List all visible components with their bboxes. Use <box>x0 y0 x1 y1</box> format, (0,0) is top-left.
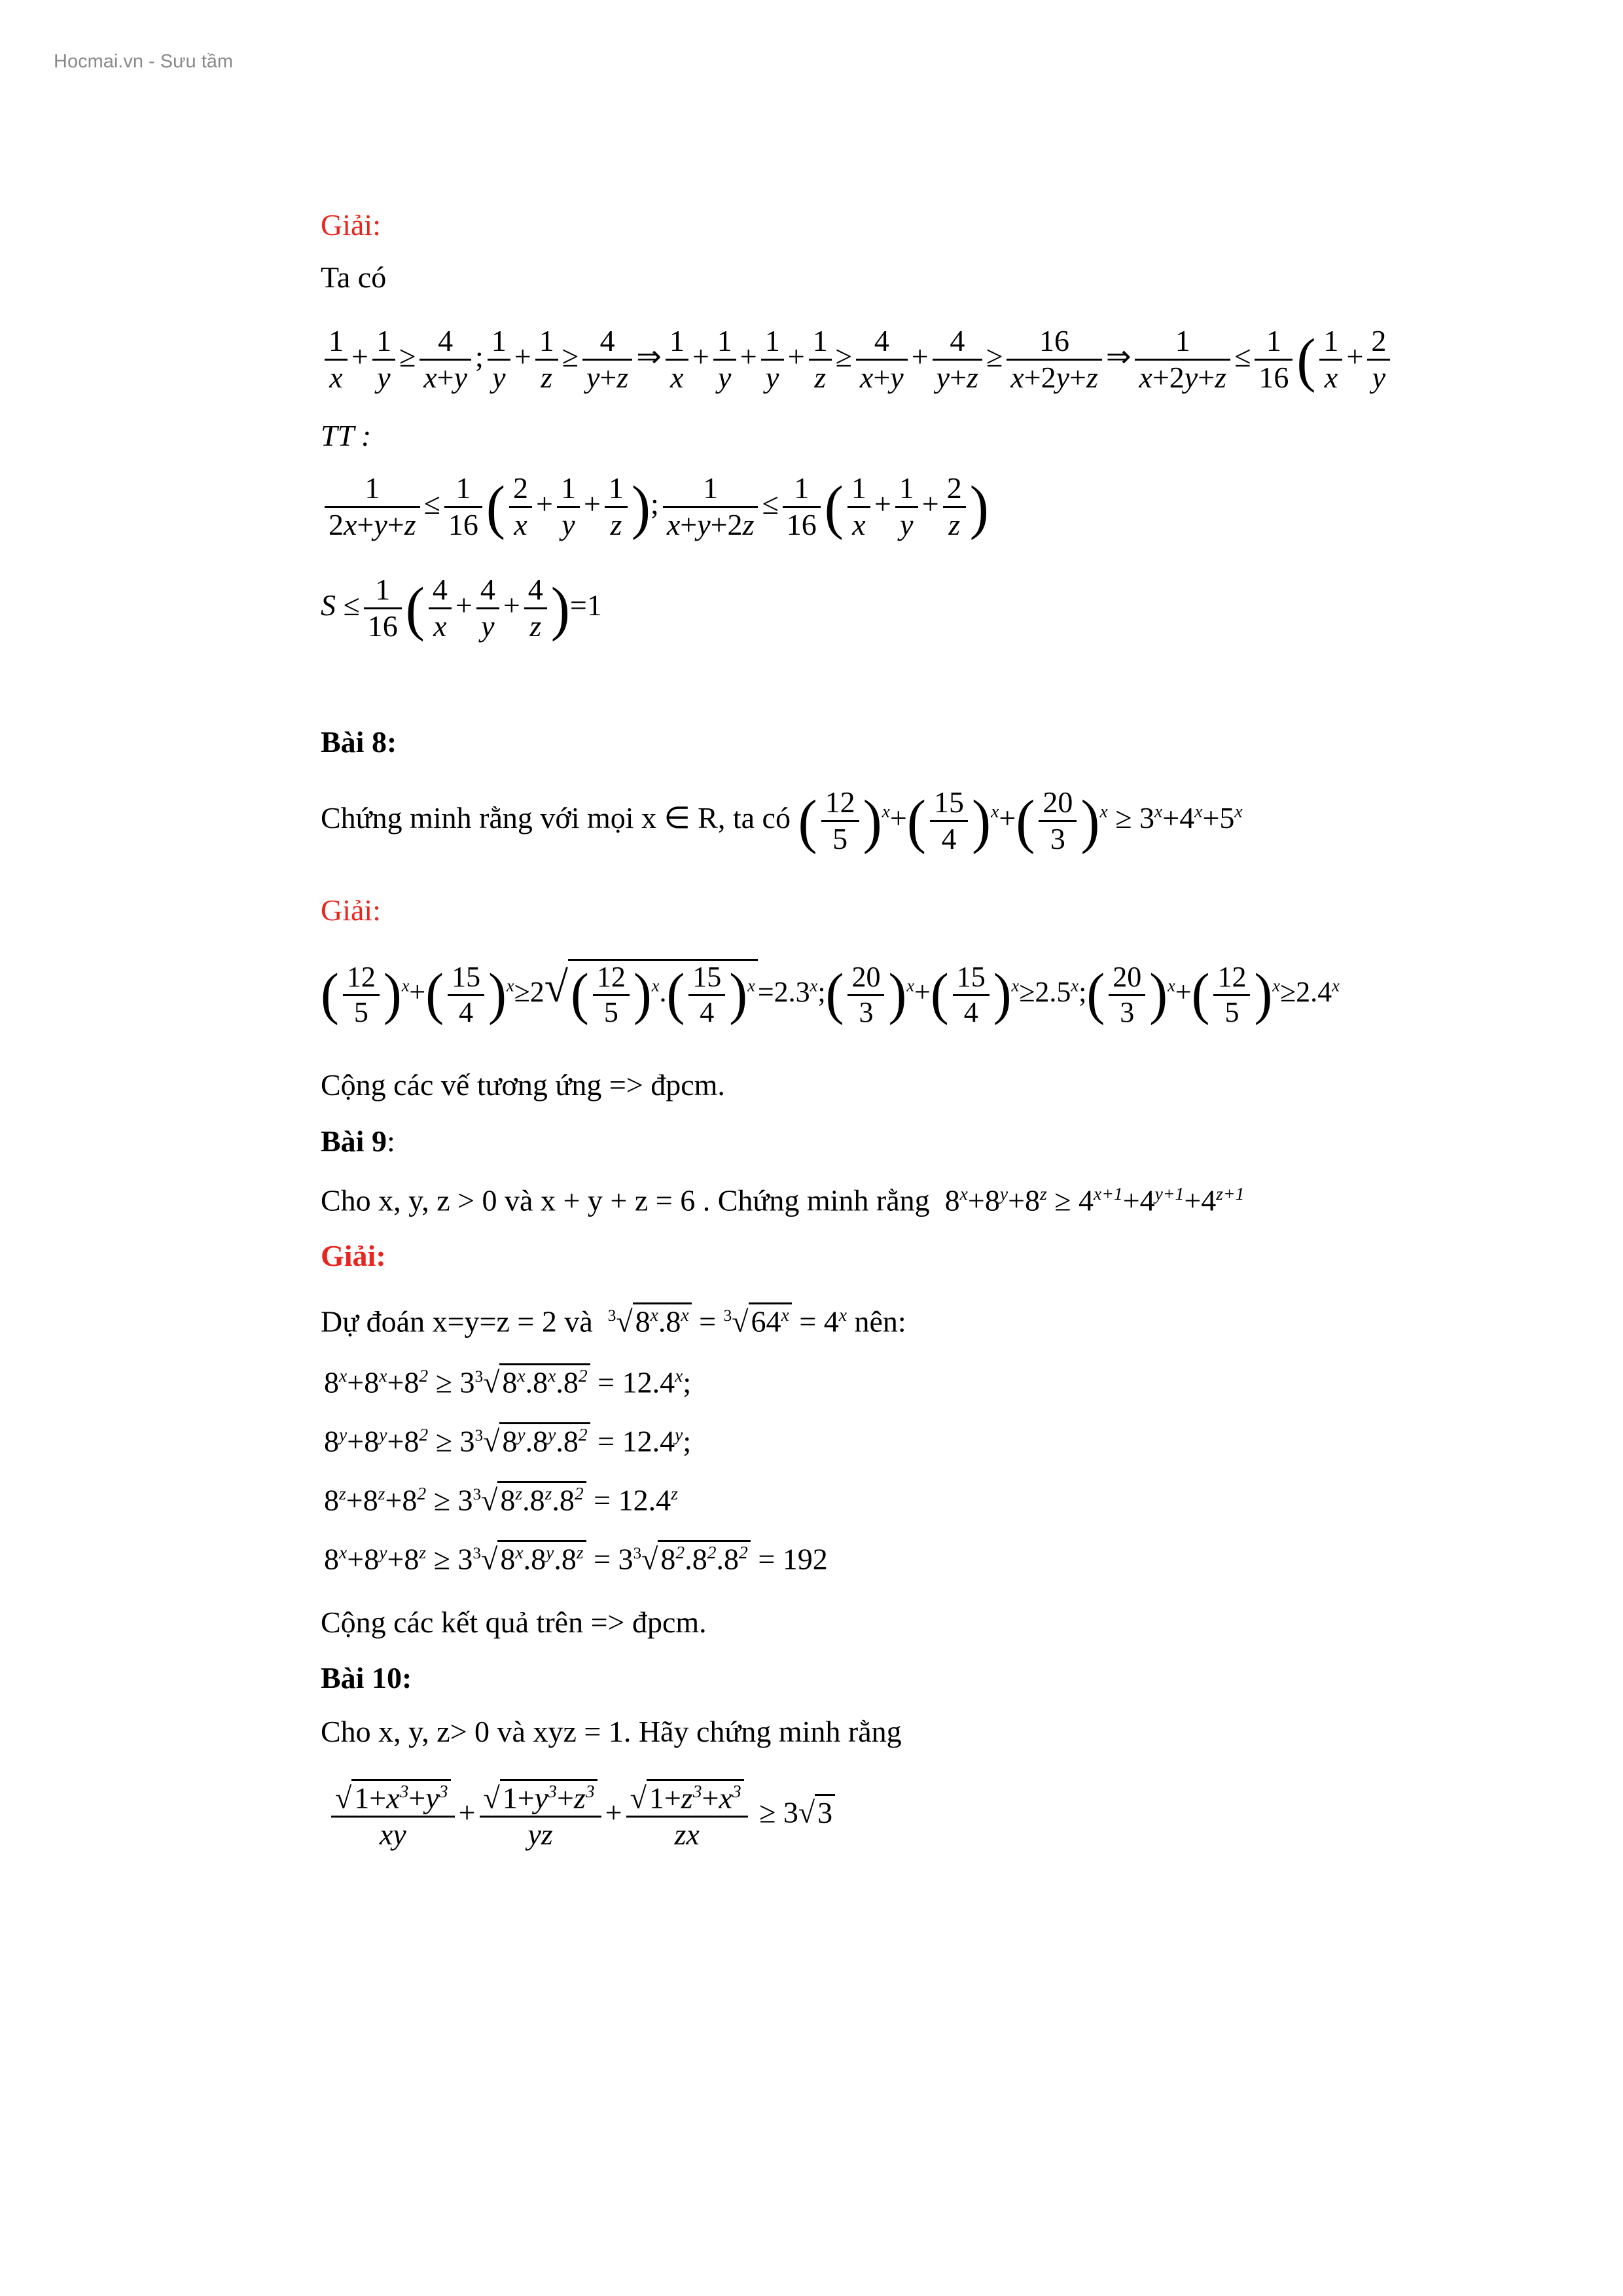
bai9-statement-text: Cho x, y, z > 0 và x + y + z = 6 . Chứng minh rằng <box>321 1183 930 1217</box>
bai9-guess-text: Dự đoán x=y=z = 2 và <box>321 1304 593 1338</box>
bai10-math: $\frac{√1+x^3+y^3}{xy}$ + $\frac{√1+y^3+z^3}{yz}$ + $\frac{√1+z^3+x^3}{zx}$ ≥ 3√3 <box>327 1779 835 1852</box>
bai8-solution-math: ( $\frac{12}{5}$ )$^x$+( $\frac{15}{4}$ )$^x$≥2√( $\frac{12}{5}$ )$^x$.( $\frac{15}{4}$ )$^x=2.3^x$;( $\frac{20}{3}$ )$^x$+( $\frac{15}{4}$ )$^x\ge 2.5^x$;( $\frac{20}{3}$ )$^x$+( $\frac{12}{5}$ )$^x\ge 2.4^x$ <box>321 959 1340 1029</box>
math-line-1: $\frac{1}{x}$ + $\frac{1}{y}$ ≥ $\frac{4}{x+y}$ ; $\frac{1}{y}$ + $\frac{1}{z}$ ≥ $\frac{4}{y+z}$ ⇒ $\frac{1}{x}$ + $\frac{1}{y}$ + $\frac{1}{y}$ + $\frac{1}{z}$ ≥ $\frac{4}{x+y}$ + $\frac{4}{y+z}$ ≥ $\frac{16}{x+2y+z}$ ⇒ $\frac{1}{x+2y+z}$ ≤ $\frac{1}{16}$ ( $\frac{1}{x}$ + $\frac{2}{y}$ <box>321 324 1394 395</box>
bai9-guess-end: nên: <box>854 1304 906 1338</box>
bai8-statement: Chứng minh rằng với mọi x ∈ R, ta có ( $\frac{12}{5}$ )$^x$+( $\frac{15}{4}$ )$^x$+( $\frac{20}{3}$ )$^x \ge 3^x+4^x+5^x$ <box>321 785 1243 855</box>
bai9-eq3: $8^z+8^z+8^2 \ge 3^3√8^z.8^z.8^2 = 12.4^z$ <box>324 1481 678 1518</box>
bai9-eq4: $8^x+8^y+8^z \ge 3^3√8^x.8^y.8^z = 3^3√8^2.8^2.8^2 = 192$ <box>324 1540 828 1577</box>
solution-label-1: Giải: <box>321 208 381 242</box>
bai9-statement: Cho x, y, z > 0 và x + y + z = 6 . Chứng minh rằng $8^x+8^y+8^z \ge 4^{x+1}+4^{y+1}+4^{z+1}$ <box>321 1183 1245 1217</box>
bai9-solution-label: Giải: <box>321 1239 386 1272</box>
math-line-3: S ≤ $\frac{1}{16}$ ( $\frac{4}{x}$ + $\frac{4}{y}$ + $\frac{4}{z}$ )=1 <box>321 573 602 643</box>
bai9-title-colon: : <box>386 1124 395 1158</box>
bai8-solution-label: Giải: <box>321 893 381 927</box>
tt-text: TT : <box>321 419 372 452</box>
bai9-eq2: $8^y+8^y+8^2 \ge 3^3√8^y.8^y.8^2 = 12.4^y$; <box>324 1422 691 1459</box>
bai9-title-text: Bài 9 <box>321 1124 387 1158</box>
tt-label <box>321 419 371 454</box>
bai8-statement-text: Chứng minh rằng với mọi x ∈ R, ta có <box>321 800 791 834</box>
bai8-title: Bài 8: <box>321 725 397 759</box>
source-header: Hocmai.vn - Sưu tầm <box>54 51 234 72</box>
solution-intro: Ta có <box>321 260 387 294</box>
bai9-title <box>321 1124 395 1159</box>
bai10-title: Bài 10: <box>321 1661 412 1695</box>
bai9-conclusion: Cộng các kết quả trên => đpcm. <box>321 1605 707 1639</box>
math-line-2: $\frac{1}{2x+y+z}$ ≤ $\frac{1}{16}$ ( $\frac{2}{x}$ + $\frac{1}{y}$ + $\frac{1}{z}$ ); $\frac{1}{x+y+2z}$ ≤ $\frac{1}{16}$ ( $\frac{1}{x}$ + $\frac{1}{y}$ + $\frac{2}{z}$ ) <box>321 471 989 543</box>
bai10-statement: Cho x, y, z> 0 và xyz = 1. Hãy chứng minh rằng <box>321 1715 902 1748</box>
bai8-conclusion: Cộng các vế tương ứng => đpcm. <box>321 1068 725 1102</box>
bai9-guess: Dự đoán x=y=z = 2 và $^3√8^x.8^x = ^3√64^x = 4^x$ nên: <box>321 1302 906 1339</box>
bai9-eq1: $8^x+8^x+8^2 \ge 3^3√8^x.8^x.8^2 = 12.4^x$; <box>324 1363 691 1400</box>
